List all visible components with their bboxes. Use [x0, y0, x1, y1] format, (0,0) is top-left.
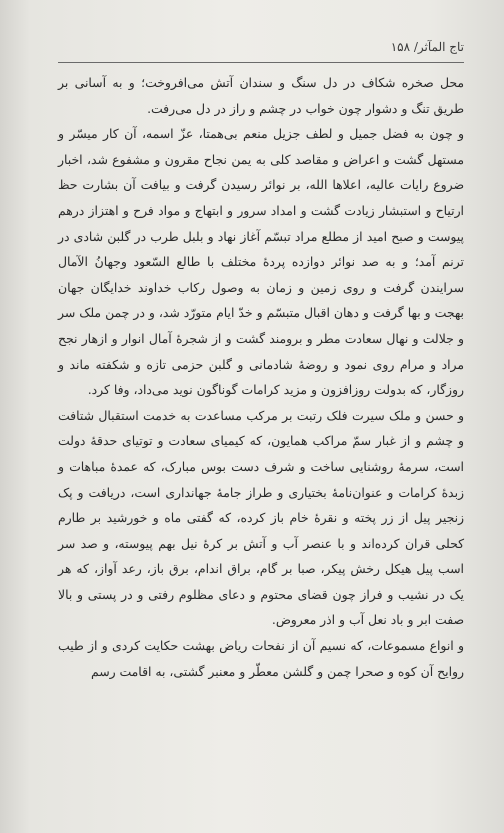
running-head: تاج المآثر/ ۱۵۸ — [390, 40, 464, 54]
body-text — [58, 70, 464, 684]
paragraph: و چون به فضل جمیل و لطف جزیل منعم بی‌همتا، عزّ اسمه، آن کار میسّر و مستهل گشت و اعراض و مقاصد کلی به یمن نجاح مقرون و مشفوع شد، اخبار ضروع رایات عالیه، اعلاها الله، بر نوائر رسیدن گرفت و بیافت آن بشارت حظ ارتیاح و استبشار زیادت گشت و امداد سرور و ابتهاج و مواد فرح و اهتزاز درهم پیوست و صبح امید از مطلع مراد تبسّم آغاز نهاد و بلبل طرب در گلبن شادی در ترنم آمد؛ و به صد نوائر دوازده پردهٔ مختلف با طالع السّعود وجهانُ الآمال سرایندن گرفت و روی زمین و زمان به وصول رکاب خداوند خدایگان جهان بهجت و بها گرفت و دهان اقبال متبسّم و خدّ ایام متورّد شد، و در چمن ملک سر و جلالت و نهال سعادت مطر و برومند گشت و از شجرهٔ آمال انوار و ازهار نجح مراد و مرام روی نمود و روضهٔ شادمانی و گلبن حزمی تازه و شکفته ماند و روزگار، که بدولت روزافزون و مزید کرامات گوناگون نوید می‌داد، وفا کرد. — [58, 126, 464, 398]
paragraph: محل صخره شکاف در دل سنگ و سندان آتش می‌افروخت؛ و به آسانی بر طریق تنگ و دشوار چون خواب در چشم و راز در دل می‌رفت. — [58, 75, 464, 116]
paragraph: و انواع مسموعات، که نسیم آن از نفحات ریاض بهشت حکایت کردی و از طیب روایح آن کوه و صحرا چمن و گلشن معطّر و معنبر گشتی، به اقامت رسم — [58, 638, 464, 679]
page-header — [58, 38, 464, 60]
header-rule — [58, 62, 464, 63]
paragraph: و حسن و ملک سیرت فلک رتبت بر مرکب مساعدت به خدمت استقبال شتافت و چشم و از غبار سمّ مراکب همایون، که کیمیای سعادت و توتیای حدقهٔ دولت است، سرمهٔ روشنایی ساخت و شرف دست بوس مبارک، که عمدهٔ مباهات و زبدهٔ کرامات و عنوان‌نامهٔ بختیاری و طراز جامهٔ جهانداری است، دریافت و پک زنجیر پیل از زر پخته و نقرهٔ خام باز کرده، که گفتی ماه و خورشید بر طارم کحلی قران کرده‌اند و با عنصر آب و آتش بر کرهٔ نیل بهم پیوسته، و صد سر اسب پیل هیکل رخش پیکر، صبا بر گام، براق اندام، برق باز، رعد آواز، که هر یک در نشیب و فراز چون قضای محتوم و دعای مظلوم رفتی و در پستی و بالا صفت ابر و باد نعل آب و اذر معروض. — [58, 407, 464, 628]
